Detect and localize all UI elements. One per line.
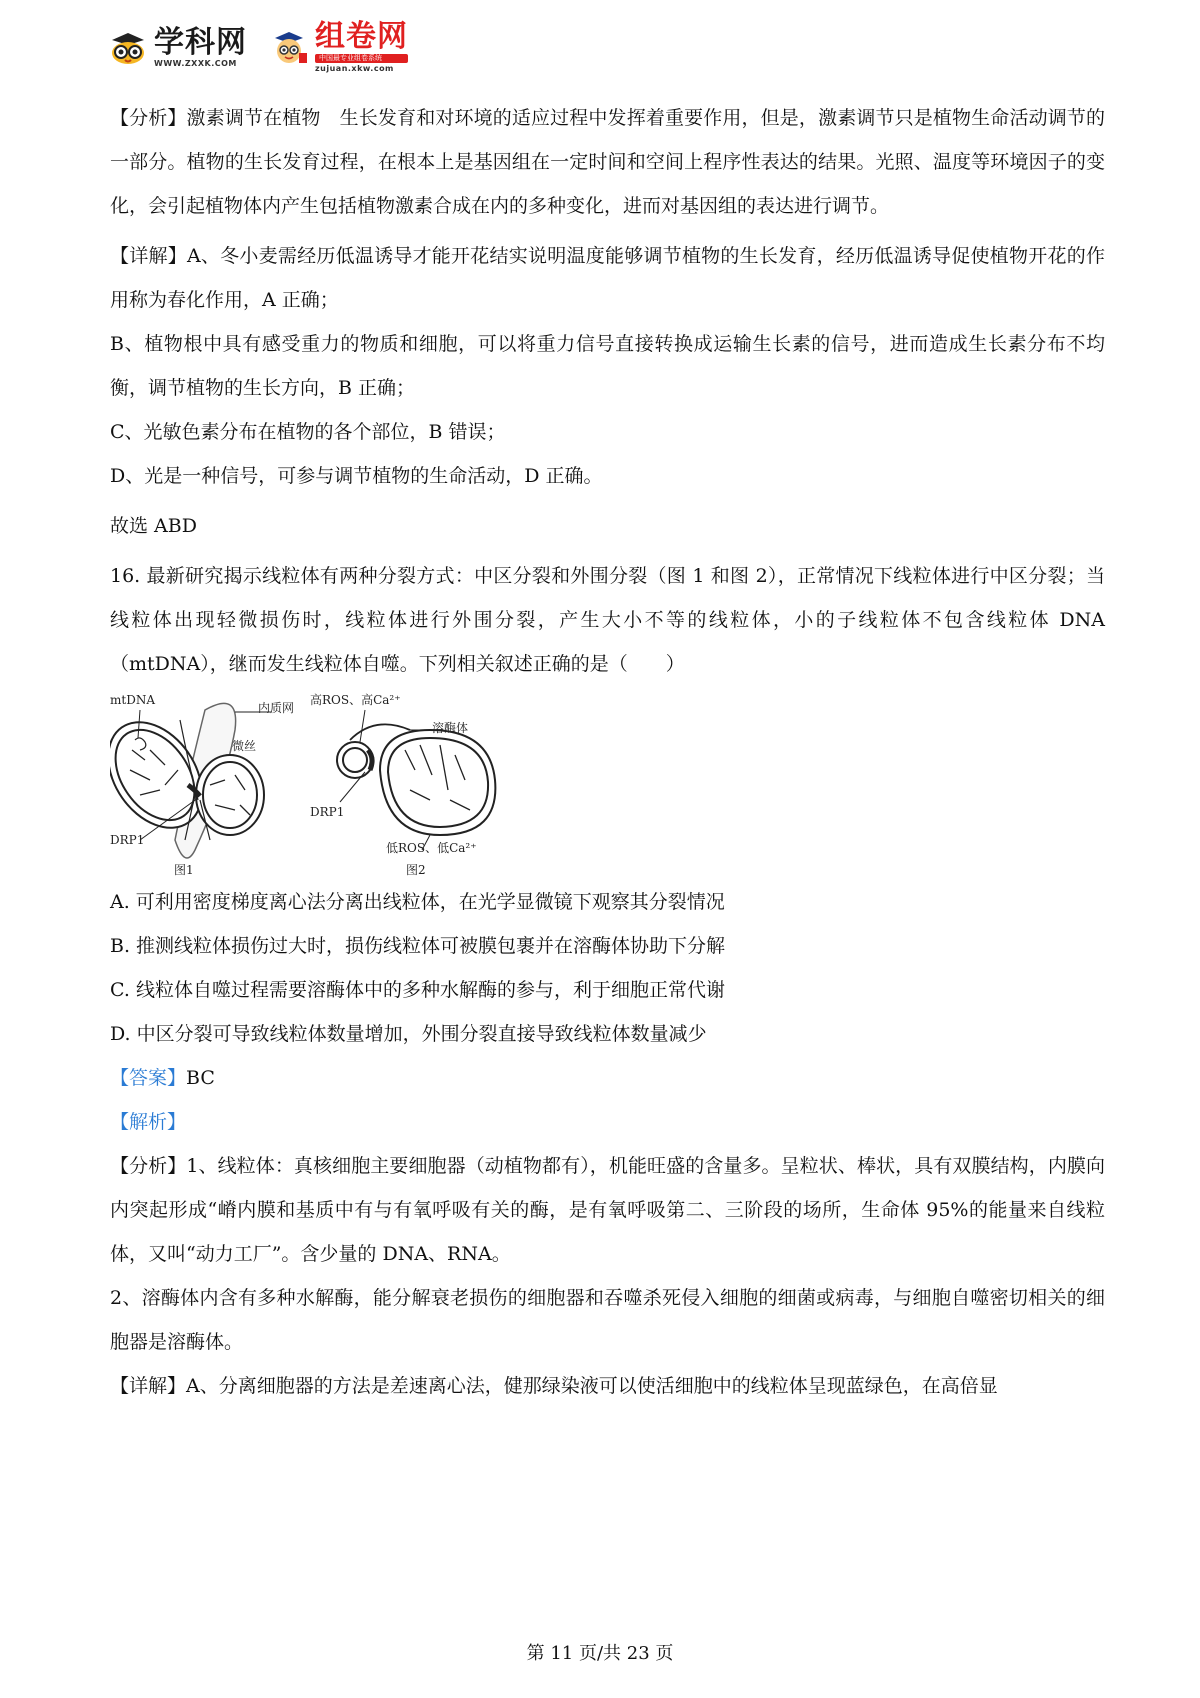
label-high-ros: 高ROS、高Ca²⁺ — [310, 693, 401, 707]
label-drp1-fig2: DRP1 — [310, 805, 345, 819]
paragraph: 【分析】激素调节在植物 生长发育和对环境的适应过程中发挥着重要作用，但是，激素调节只是植物生命活动调节的一部分。植物的生长发育过程，在根本上是基因组在一定时间和空间上程序性表达的结果。光照、温度等环境因子的变化，会引起植物体内产生包括植物激素合成在内的多种变化，进而对基因组的表达进行调节。 — [110, 107, 1105, 217]
answer-tag: 【答案】 — [110, 1067, 187, 1089]
option-b: B. 推测线粒体损伤过大时，损伤线粒体可被膜包裹并在溶酶体协助下分解 — [110, 935, 726, 957]
paragraph: 【详解】A、冬小麦需经历低温诱导才能开花结实说明温度能够调节植物的生长发育，经历低温诱导促使植物开花的作用称为春化作用，A 正确； — [110, 245, 1105, 311]
option-d: D. 中区分裂可导致线粒体数量增加，外围分裂直接导致线粒体数量减少 — [110, 1023, 707, 1045]
label-low-ros: 低ROS、低Ca²⁺ — [386, 841, 477, 855]
answer-value: BC — [186, 1067, 215, 1089]
label-drp1-fig1: DRP1 — [110, 833, 145, 847]
question-16: 16. 最新研究揭示线粒体有两种分裂方式：中区分裂和外围分裂（图 1 和图 2），正常情况下线粒体进行中区分裂；当线粒体出现轻微损伤时，线粒体进行外围分裂，产生大小不等的线粒体，小的子线粒体不包含线粒体 DNA（mtDNA），继而发生线粒体自噬。下列相关叙述正确的是（ ） — [110, 565, 1105, 675]
logo-name: 学科网 — [154, 24, 247, 60]
paragraph: 【分析】1、线粒体：真核细胞主要细胞器（动植物都有），机能旺盛的含量多。呈粒状、棒状，具有双膜结构，内膜向内突起形成“嵴内膜和基质中有与有氧呼吸有关的酶，是有氧呼吸第二、三阶段的场所，生命体 95%的能量来自线粒体，又叫“动力工厂”。含少量的 DNA、RNA。 — [110, 1155, 1105, 1265]
option-c: C. 线粒体自噬过程需要溶酶体中的多种水解酶的参与，利于细胞正常代谢 — [110, 979, 725, 1001]
header — [108, 19, 408, 73]
label-lysosome: 溶酶体 — [432, 721, 469, 735]
label-filament: 微丝 — [232, 739, 257, 753]
paragraph: B、植物根中具有感受重力的物质和细胞，可以将重力信号直接转换成运输生长素的信号，进而造成生长素分布不均衡，调节植物的生长方向，B 正确； — [110, 333, 1105, 399]
logo-zujuanwang — [269, 19, 408, 73]
label-mtdna: mtDNA — [110, 693, 155, 707]
caption-fig2: 图2 — [406, 863, 426, 877]
logo-xuekewang — [108, 24, 247, 68]
paragraph: D、光是一种信号，可参与调节植物的生命活动，D 正确。 — [110, 465, 603, 487]
label-er: 内质网 — [258, 701, 295, 715]
caption-fig1: 图1 — [174, 863, 194, 877]
page-footer: 第 11 页/共 23 页 — [526, 1643, 674, 1664]
owl-mascot-icon — [108, 30, 148, 66]
student-mascot-icon — [269, 29, 309, 67]
paragraph: 故选 ABD — [110, 515, 197, 537]
analysis-tag: 【解析】 — [110, 1111, 187, 1133]
answer-line — [110, 1056, 1105, 1100]
paragraph: C、光敏色素分布在植物的各个部位，B 错误； — [110, 421, 506, 443]
option-a: A. 可利用密度梯度离心法分离出线粒体，在光学显微镜下观察其分裂情况 — [110, 891, 725, 913]
mitochondria-figure — [110, 690, 1105, 880]
document-body — [110, 96, 1105, 1408]
paragraph: 2、溶酶体内含有多种水解酶，能分解衰老损伤的细胞器和吞噬杀死侵入细胞的细菌或病毒，与细胞自噬密切相关的细胞器是溶酶体。 — [110, 1287, 1105, 1353]
paragraph: 【详解】A、分离细胞器的方法是差速离心法，健那绿染液可以使活细胞中的线粒体呈现蓝绿色，在高倍显 — [110, 1375, 998, 1397]
logo-url: zujuan.xkw.com — [315, 64, 394, 73]
logo-name: 组卷网 — [315, 19, 408, 54]
logo-subtitle: 中国最专业组卷系统 — [315, 54, 408, 63]
logo-url: WWW.ZXXK.COM — [154, 58, 237, 68]
